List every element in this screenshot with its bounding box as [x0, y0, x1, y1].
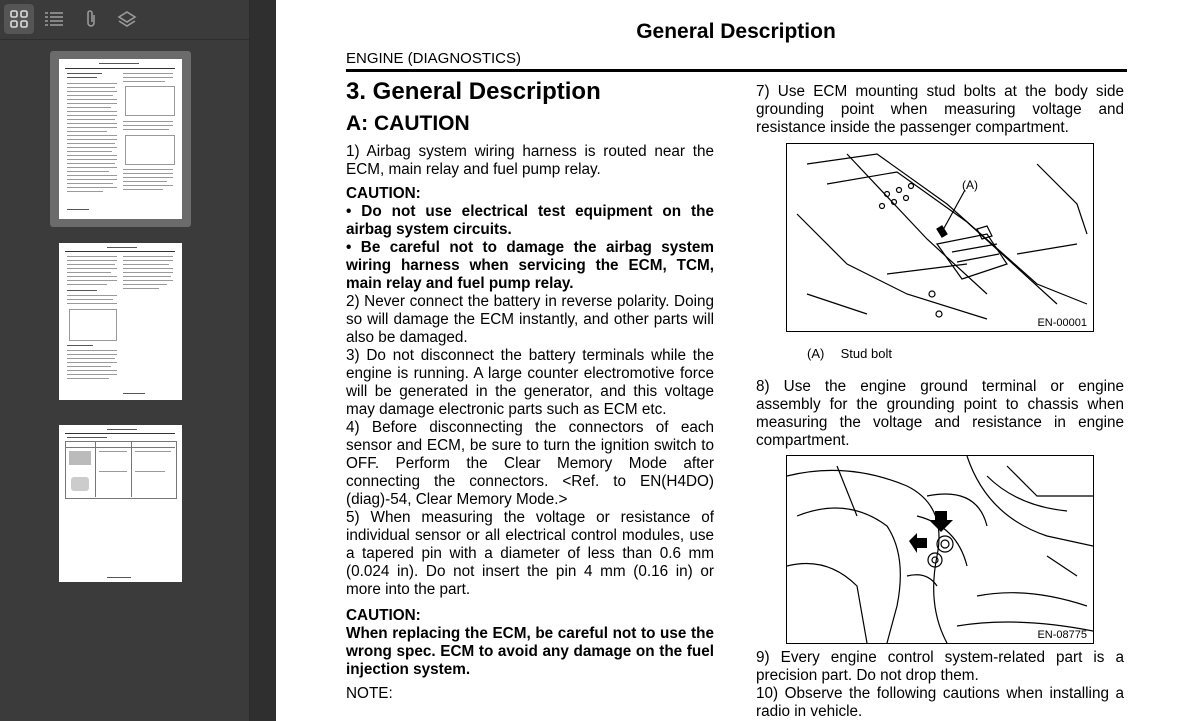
note-heading: NOTE: — [346, 685, 393, 702]
paragraph-1: 1) Airbag system wiring harness is routed near the ECM, main relay and fuel pump relay. — [346, 143, 714, 178]
section-heading: 3. General Description — [346, 78, 601, 105]
page-thumbnail-1[interactable] — [59, 59, 182, 219]
running-title: General Description — [636, 20, 836, 43]
page-thumbnail-3[interactable] — [59, 425, 182, 582]
header-rule — [346, 69, 1127, 72]
caution-text-2: When replacing the ECM, be careful not to use the wrong spec. ECM to avoid any damage on the fuel injection system. — [346, 625, 714, 678]
figure-callout-a: (A) — [962, 178, 978, 192]
figure-code-1: EN-00001 — [1037, 317, 1087, 329]
left-column — [346, 143, 714, 703]
attachments-button[interactable] — [76, 4, 106, 34]
subsection-heading: A: CAUTION — [346, 112, 470, 135]
caution-bullet-2: • Be careful not to damage the airbag system wiring harness when servicing the ECM, TCM, main relay and fuel pump relay. — [346, 239, 714, 292]
page-thumbnail-2[interactable] — [59, 243, 182, 400]
sidebar-toolbar — [0, 0, 249, 40]
outline-button[interactable] — [39, 4, 69, 34]
stud-bolt-illustration — [787, 144, 1093, 331]
outline-icon — [44, 10, 64, 28]
paragraph-10: 10) Observe the following cautions when installing a radio in vehicle. — [756, 685, 1124, 720]
thumbnails-button[interactable] — [4, 4, 34, 34]
caution-heading: CAUTION: — [346, 185, 421, 202]
paragraph-3: 3) Do not disconnect the battery terminals while the engine is running. A large counter electromotive force will be generated in the generator, and this voltage may damage electronic parts such as ECM etc. — [346, 347, 714, 418]
paragraph-2: 2) Never connect the battery in reverse polarity. Doing so will damage the ECM instantly, and other parts will also be damaged. — [346, 293, 714, 346]
right-column-bottom — [756, 649, 1124, 721]
engine-ground-illustration — [787, 456, 1093, 643]
viewer-gutter — [250, 0, 276, 721]
paragraph-5: 5) When measuring the voltage or resistance of individual sensor or all electrical control modules, use a tapered pin with a diameter of less than 0.6 mm (0.024 in). Do not insert the pin 4 mm (0.16 in) or more into the part. — [346, 509, 714, 598]
figure-legend — [807, 346, 892, 361]
paragraph-7: 7) Use ECM mounting stud bolts at the body side grounding point when measuring voltage and resistance inside the passenger compartment. — [756, 83, 1124, 136]
figure-code-2: EN-08775 — [1037, 629, 1087, 641]
caution-heading-2: CAUTION: — [346, 607, 421, 624]
thumbnail-sidebar — [0, 0, 250, 721]
caution-bullet-1: • Do not use electrical test equipment on the airbag system circuits. — [346, 203, 714, 238]
attachment-icon — [83, 9, 99, 29]
section-label: ENGINE (DIAGNOSTICS) — [346, 50, 522, 67]
right-column-top — [756, 83, 1124, 137]
legend-text: Stud bolt — [840, 346, 892, 361]
layers-icon — [117, 10, 137, 28]
right-column-middle — [756, 378, 1124, 450]
figure-stud-bolt — [786, 143, 1094, 332]
paragraph-8: 8) Use the engine ground terminal or engine assembly for the grounding point to chassis when measuring the voltage and resistance in engine compartment. — [756, 378, 1124, 449]
layers-button[interactable] — [112, 4, 142, 34]
document-page — [276, 0, 1188, 721]
thumbnails-icon — [10, 10, 28, 28]
paragraph-9: 9) Every engine control system-related part is a precision part. Do not drop them. — [756, 649, 1124, 684]
paragraph-4: 4) Before disconnecting the connectors of each sensor and ECM, be sure to turn the ignition switch to OFF. Perform the Clear Memory Mode after connecting the connectors. <Ref. to EN(H4DO)(diag)-54, Clear Memory Mode.> — [346, 419, 714, 508]
figure-engine-ground — [786, 455, 1094, 644]
legend-label: (A) — [807, 346, 825, 361]
